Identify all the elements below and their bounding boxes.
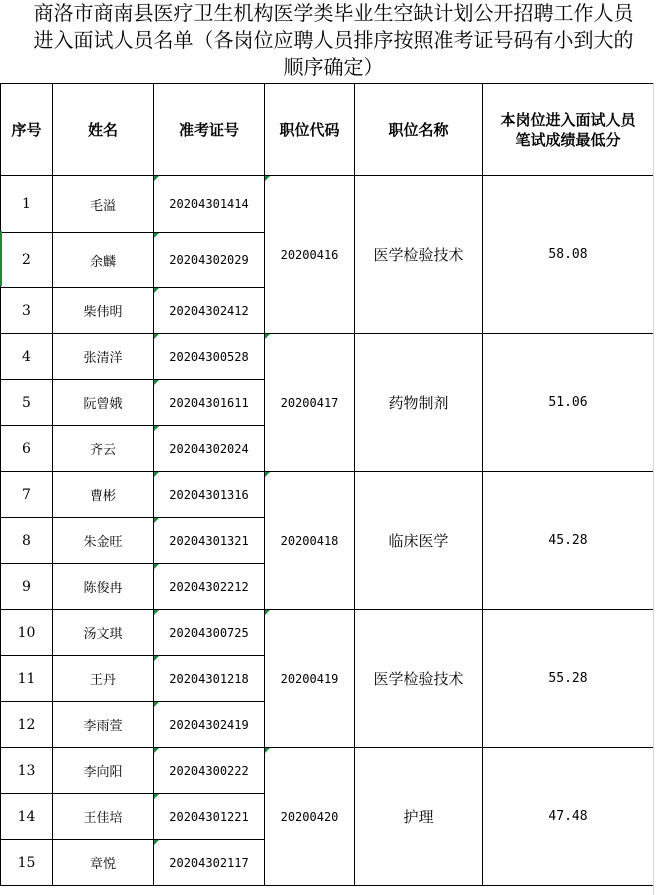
name-cell-text: 曹彬	[89, 489, 116, 504]
name-cell	[53, 334, 154, 380]
exam-id-cell	[154, 233, 265, 288]
exam-id-cell	[154, 702, 265, 748]
interview-list-table	[0, 83, 654, 886]
seq-cell-text: 5	[22, 394, 31, 411]
post-code-cell	[265, 334, 355, 472]
sheet-gridline	[653, 83, 654, 895]
seq-cell-text: 14	[17, 808, 36, 825]
header-post-code: 职位代码	[265, 84, 355, 176]
min-score-cell-text: 51.06	[548, 395, 588, 410]
name-cell-text: 毛溢	[89, 198, 116, 214]
seq-cell-text: 13	[17, 762, 36, 779]
exam-id-cell-text: 20204301218	[169, 671, 249, 686]
exam-id-cell-text: 20204300725	[169, 625, 249, 640]
post-name-cell-text: 护理	[403, 808, 434, 826]
post-code-cell-text: 20200417	[280, 395, 339, 410]
name-cell	[53, 426, 154, 472]
exam-id-cell	[154, 472, 265, 518]
exam-id-cell	[154, 176, 265, 233]
exam-id-cell	[154, 656, 265, 702]
name-cell	[53, 748, 154, 794]
exam-id-cell-text: 20204302024	[169, 441, 249, 456]
post-name-cell	[355, 176, 483, 334]
seq-cell-text: 11	[17, 670, 36, 687]
name-cell-text: 张清洋	[83, 351, 123, 366]
post-name-cell	[355, 334, 483, 472]
post-name-cell	[355, 610, 483, 748]
exam-id-cell	[154, 288, 265, 334]
header-seq: 序号	[1, 84, 53, 176]
cell-comment-marker	[265, 610, 270, 615]
name-cell-text: 陈俊冉	[83, 581, 123, 596]
seq-cell-text: 15	[17, 854, 36, 871]
name-cell	[53, 794, 154, 840]
cell-comment-marker	[154, 380, 159, 385]
exam-id-cell-text: 20204301321	[169, 533, 249, 548]
min-score-cell-text: 45.28	[548, 533, 588, 548]
exam-id-cell-text: 20204302212	[169, 579, 249, 594]
exam-id-cell-text: 20204302029	[169, 253, 249, 267]
name-cell	[53, 518, 154, 564]
exam-id-cell-text: 20204300222	[169, 763, 249, 778]
seq-cell	[1, 472, 53, 518]
table-row	[1, 610, 654, 656]
post-code-cell	[265, 472, 355, 610]
name-cell	[53, 610, 154, 656]
post-name-cell	[355, 748, 483, 886]
seq-cell-text: 1	[22, 196, 31, 212]
cell-comment-marker	[154, 656, 159, 661]
post-name-cell-text: 医学检验技术	[373, 246, 464, 264]
exam-id-cell-text: 20204302412	[169, 303, 249, 318]
title-line-1: 商洛市商南县医疗卫生机构医学类毕业生空缺计划公开招聘工作人员	[33, 1, 634, 25]
cell-comment-marker	[265, 334, 270, 339]
post-name-cell-text: 药物制剂	[388, 394, 449, 412]
exam-id-cell-text: 20204301221	[169, 809, 249, 824]
exam-id-cell	[154, 610, 265, 656]
min-score-cell	[483, 334, 654, 472]
header-name: 姓名	[53, 84, 154, 176]
cell-comment-marker	[154, 288, 159, 293]
post-name-cell-text: 医学检验技术	[373, 670, 464, 688]
seq-cell	[1, 334, 53, 380]
cell-comment-marker	[265, 748, 270, 753]
seq-cell-text: 9	[22, 578, 31, 595]
name-cell	[53, 702, 154, 748]
document-title	[0, 0, 667, 83]
cell-comment-marker	[265, 472, 270, 477]
name-cell	[53, 176, 154, 233]
seq-cell	[1, 610, 53, 656]
table-row	[1, 472, 654, 518]
cell-comment-marker	[154, 426, 159, 431]
seq-cell	[1, 380, 53, 426]
post-code-cell	[265, 176, 355, 334]
exam-id-cell	[154, 748, 265, 794]
cell-comment-marker	[265, 176, 270, 181]
header-post-name: 职位名称	[355, 84, 483, 176]
cell-comment-marker	[154, 233, 159, 238]
cell-comment-marker	[154, 176, 159, 181]
cell-comment-marker	[154, 794, 159, 799]
exam-id-cell	[154, 794, 265, 840]
name-cell	[53, 288, 154, 334]
cell-comment-marker	[154, 334, 159, 339]
seq-cell-text: 7	[22, 486, 31, 503]
name-cell	[53, 564, 154, 610]
name-cell-text: 齐云	[89, 443, 116, 458]
exam-id-cell	[154, 840, 265, 886]
seq-cell	[1, 288, 53, 334]
name-cell	[53, 472, 154, 518]
seq-cell	[1, 748, 53, 794]
post-code-cell-text: 20200420	[280, 809, 339, 824]
seq-cell-text: 8	[22, 532, 31, 549]
seq-cell-text: 3	[22, 302, 31, 319]
title-line-3: 顺序确定）	[283, 55, 384, 79]
exam-id-cell	[154, 518, 265, 564]
seq-cell	[1, 702, 53, 748]
name-cell-text: 朱金旺	[83, 535, 123, 550]
table-row	[1, 334, 654, 380]
name-cell-text: 李向阳	[83, 765, 123, 780]
post-code-cell-text: 20200416	[280, 247, 339, 262]
name-cell	[53, 840, 154, 886]
seq-cell-text: 4	[22, 348, 31, 365]
post-code-cell-text: 20200419	[280, 671, 339, 686]
header-exam-id: 准考证号	[154, 84, 265, 176]
name-cell	[53, 233, 154, 288]
name-cell	[53, 656, 154, 702]
name-cell-text: 阮曾娥	[83, 397, 123, 412]
exam-id-cell	[154, 380, 265, 426]
cell-comment-marker	[154, 702, 159, 707]
header-min-score	[483, 84, 654, 176]
min-score-cell-text: 55.28	[548, 671, 588, 686]
name-cell-text: 李雨萱	[83, 719, 123, 734]
post-code-cell	[265, 610, 355, 748]
seq-cell	[1, 656, 53, 702]
min-score-cell	[483, 610, 654, 748]
post-name-cell	[355, 472, 483, 610]
seq-cell	[1, 426, 53, 472]
min-score-cell	[483, 176, 654, 334]
exam-id-cell-text: 20204300528	[169, 349, 249, 364]
name-cell-text: 柴伟明	[83, 305, 123, 320]
exam-id-cell-text: 20204301611	[169, 395, 249, 410]
table-row	[1, 176, 654, 233]
post-code-cell	[265, 748, 355, 886]
cell-comment-marker	[154, 610, 159, 615]
cell-comment-marker	[154, 518, 159, 523]
seq-cell-text: 12	[17, 716, 36, 733]
seq-cell-text: 6	[22, 440, 31, 457]
post-name-cell-text: 临床医学	[388, 532, 449, 550]
name-cell	[53, 380, 154, 426]
table-header-row	[1, 84, 654, 176]
cell-comment-marker	[154, 564, 159, 569]
min-score-cell	[483, 472, 654, 610]
seq-cell	[1, 233, 53, 288]
post-code-cell-text: 20200418	[280, 533, 339, 548]
title-line-2: 进入面试人员名单（各岗位应聘人员排序按照准考证号码有小到大的	[33, 28, 634, 52]
min-score-cell-text: 47.48	[548, 809, 588, 824]
exam-id-cell	[154, 426, 265, 472]
cell-comment-marker	[154, 840, 159, 845]
seq-cell	[1, 840, 53, 886]
exam-id-cell	[154, 334, 265, 380]
exam-id-cell-text: 20204301316	[169, 487, 249, 502]
seq-cell-text: 2	[22, 252, 31, 268]
name-cell-text: 章悦	[89, 857, 116, 872]
min-score-cell	[483, 748, 654, 886]
seq-cell	[1, 176, 53, 233]
cell-comment-marker	[154, 472, 159, 477]
exam-id-cell	[154, 564, 265, 610]
table-row	[1, 748, 654, 794]
seq-cell	[1, 794, 53, 840]
row-selection-marker	[0, 231, 2, 286]
seq-cell-text: 10	[17, 624, 36, 641]
seq-cell	[1, 564, 53, 610]
exam-id-cell-text: 20204301414	[169, 197, 249, 211]
name-cell-text: 王佳培	[83, 811, 123, 826]
cell-comment-marker	[154, 748, 159, 753]
name-cell-text: 汤文琪	[83, 627, 123, 642]
exam-id-cell-text: 20204302419	[169, 717, 249, 732]
name-cell-text: 余麟	[89, 254, 116, 270]
exam-id-cell-text: 20204302117	[169, 855, 249, 870]
header-min-score-text: 本岗位进入面试人员笔试成绩最低分	[500, 110, 636, 149]
min-score-cell-text: 58.08	[548, 247, 588, 262]
seq-cell	[1, 518, 53, 564]
name-cell-text: 王丹	[89, 673, 116, 688]
